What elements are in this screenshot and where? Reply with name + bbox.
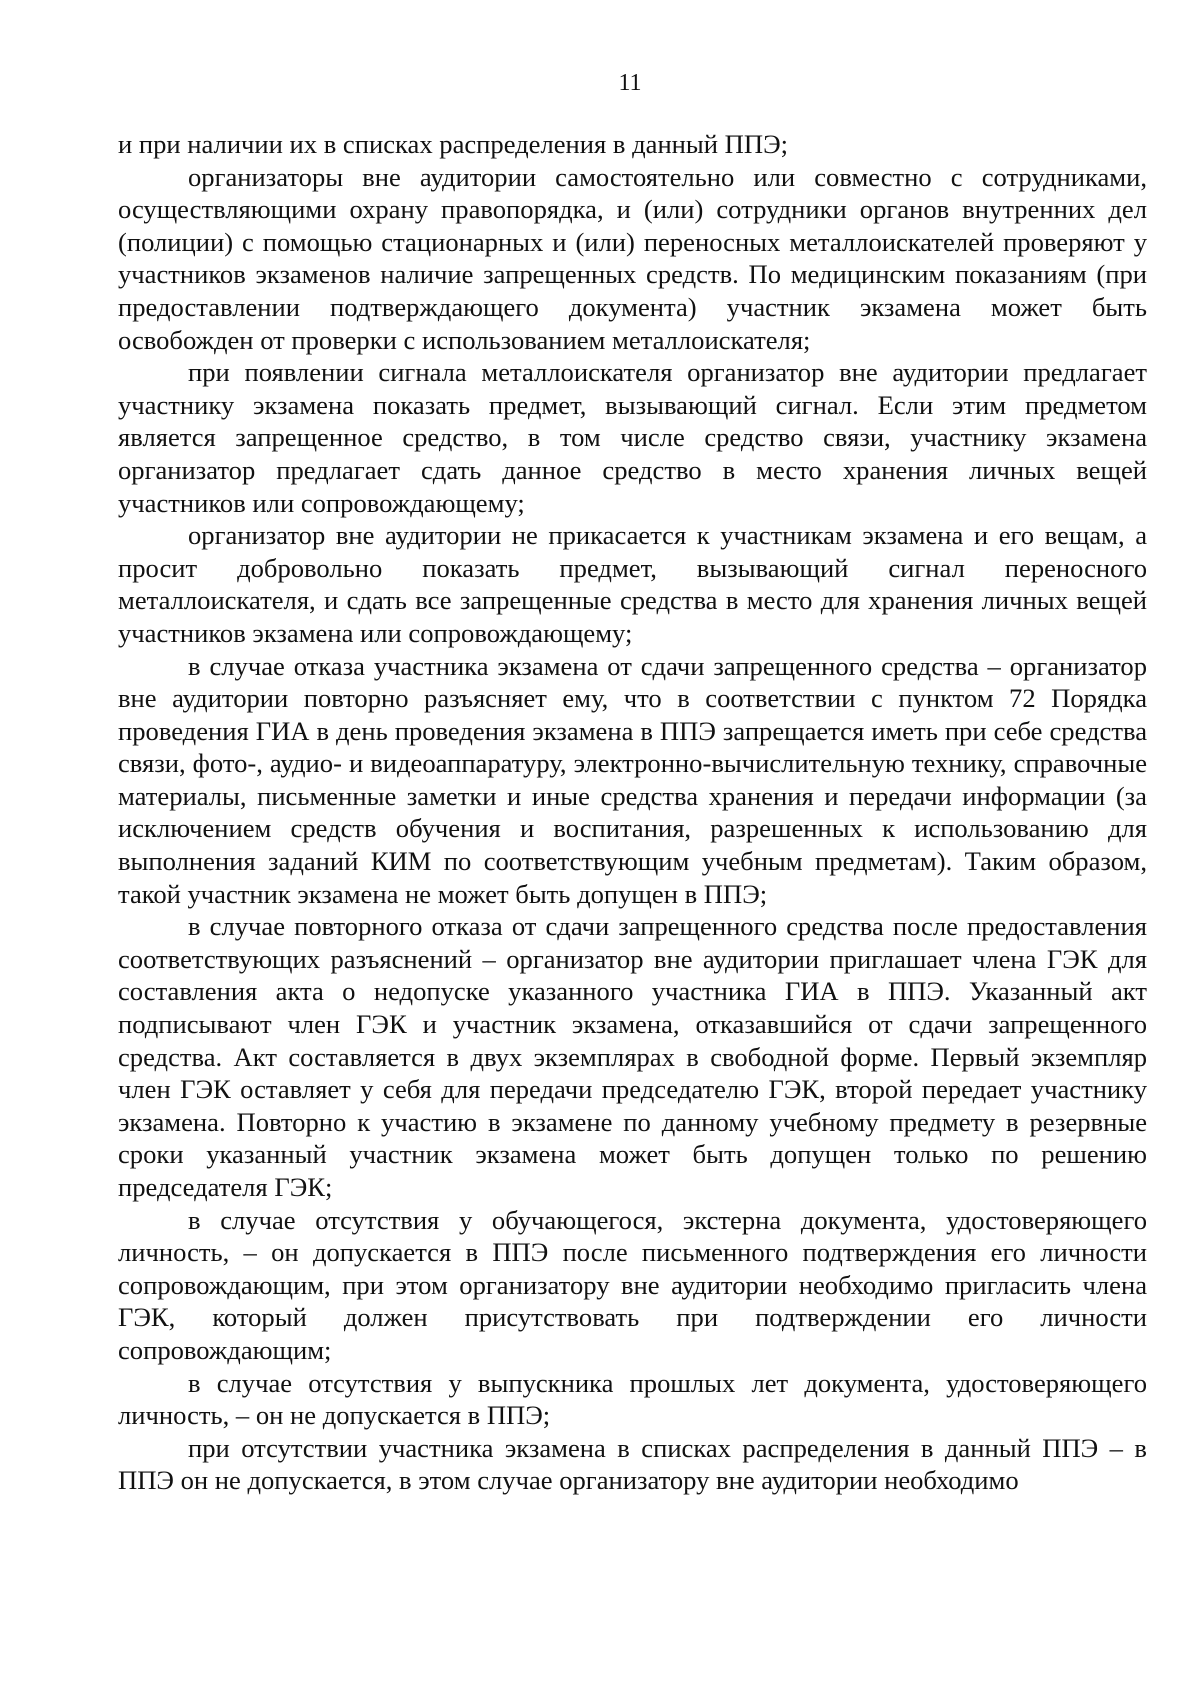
paragraph-continuation: и при наличии их в списках распределения в данный ППЭ;	[118, 129, 789, 159]
paragraph-no-id-graduate: в случае отсутствия у выпускника прошлых лет документа, удостоверяющего личность, – он не допускается в ППЭ;	[118, 1367, 1147, 1431]
paragraph-no-touching: организатор вне аудитории не прикасается к участникам экзамена и его вещам, а просит добровольно показать предмет, вызывающий сигнал переносного металлоискателя, и сдать все запрещенные средства в место для хранения личных вещей участников экзамена или сопровождающему;	[118, 520, 1147, 648]
paragraph-detector-signal: при появлении сигнала металлоискателя организатор вне аудитории предлагает участнику экзамена показать предмет, вызывающий сигнал. Если этим предметом является запрещенное средство, в том числе средство связи, участнику экзамена организатор предлагает сдать данное средство в место хранения личных вещей участников или сопровождающему;	[118, 357, 1147, 518]
document-body	[118, 128, 1147, 1497]
page-number: 11	[618, 70, 642, 96]
paragraph-not-in-list: при отсутствии участника экзамена в списках распределения в данный ППЭ – в ППЭ он не допускается, в этом случае организатору вне аудитории необходимо	[118, 1432, 1147, 1496]
paragraph-repeated-refusal: в случае повторного отказа от сдачи запрещенного средства после предоставления соответствующих разъяснений – организатор вне аудитории приглашает члена ГЭК для составления акта о недопуске указанного участника ГИА в ППЭ. Указанный акт подписывают член ГЭК и участник экзамена, отказавшийся от сдачи запрещенного средства. Акт составляется в двух экземплярах в свободной форме. Первый экземпляр член ГЭК оставляет у себя для передачи председателю ГЭК, второй передает участнику экзамена. Повторно к участию в экзамене по данному учебному предмету в резервные сроки указанный участник экзамена может быть допущен только по решению председателя ГЭК;	[118, 911, 1147, 1202]
paragraph-refusal: в случае отказа участника экзамена от сдачи запрещенного средства – организатор вне аудитории повторно разъясняет ему, что в соответствии с пунктом 72 Порядка проведения ГИА в день проведения экзамена в ППЭ запрещается иметь при себе средства связи, фото-, аудио- и видеоаппаратуру, электронно-вычислительную технику, справочные материалы, письменные заметки и иные средства хранения и передачи информации (за исключением средств обучения и воспитания, разрешенных к использованию для выполнения заданий КИМ по соответствующим учебным предметам). Таким образом, такой участник экзамена не может быть допущен в ППЭ;	[118, 650, 1147, 909]
paragraph-no-id-student: в случае отсутствия у обучающегося, экстерна документа, удостоверяющего личность, – он допускается в ППЭ после письменного подтверждения его личности сопровождающим, при этом организатору вне аудитории необходимо пригласить члена ГЭК, который должен присутствовать при подтверждении его личности сопровождающим;	[118, 1204, 1147, 1365]
paragraph-metal-detector-check: организаторы вне аудитории самостоятельно или совместно с сотрудниками, осуществляющими охрану правопорядка, и (или) сотрудники органов внутренних дел (полиции) с помощью стационарных и (или) переносных металлоискателей проверяют у участников экзаменов наличие запрещенных средств. По медицинским показаниям (при предоставлении подтверждающего документа) участник экзамена может быть освобожден от проверки с использованием металлоискателя;	[118, 161, 1147, 355]
